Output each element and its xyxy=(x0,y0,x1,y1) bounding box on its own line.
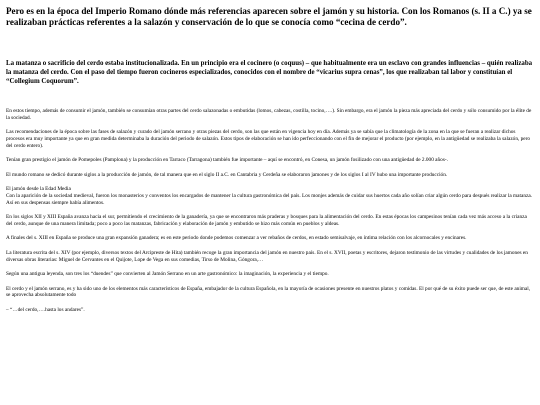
article-heading: Pero es en la época del Imperio Romano dónde más referencias aparecen sobre el jamón y su historia. Con los Romanos (s. II a C.) ya se realizaban prácticas referentes a la salazón y conservación de lo que se conocía como “cecina de cerdo”. xyxy=(6,6,532,28)
paragraph-legend: Según una antigua leyenda, son tres los “duendes” que convierten al Jamón Serrano en un arte gastronómico: la imaginación, la experiencia y el tiempo. xyxy=(6,271,329,278)
paragraph-recommendations: Las recomendaciones de la época sobre las fases de salazón y curado del jamón serrano y otras piezas del cerdo, son las que están en vigencia hoy en día. Además ya se sabía que la climatología de la zona en la que se fueran a realizar dichos procesos era muy importante ya que en gran medida determinaba la duración del periodo de salazón. Estos tipos de elaboración se han ido perfeccionando con el fin de mejorar el producto (por ejemplo, en la antigüedad se realizaba la salazón, pero del cerdo entero). xyxy=(6,129,531,149)
paragraph-expansion: A finales del s. XIII en España se produce una gran expansión ganadera; es en este periodo donde podemos comenzar a ver rebaños de cerdos, en estado semisalvaje, en íntima relación con los alcornocales y encinares. xyxy=(6,235,467,242)
paragraph-prestige: Tenían gran prestigio el jamón de Pomepoles (Pamplona) y la producción en Tarraco (Tarragona) también fue importante – aquí se encontró, en Conesa, un jamón fosilizado con una antigüedad de 2.000 años-. xyxy=(6,157,448,164)
intro-paragraph: La matanza o sacrificio del cerdo estaba institucionalizada. En un principio era el cocinero (o coquus) – que habitualmente era un esclavo con grandes influencias – quién realizaba la matanza del cerdo. Con el paso del tiempo fueron cocineros especializados, conocidos con el nombre de “vicarius supra cenas”, los que realizaban tal labor y constituían el “Collegium Coquorum”. xyxy=(6,60,533,85)
medieval-subheading: El jamón desde la Edad Media xyxy=(6,186,71,193)
paragraph-roman-production: El mundo romano se dedicó durante siglos a la producción de jamón, de tal manera que en el siglo II a.C. en Cantabria y Cerdeña se elaboraron jamones y de los siglos I al IV hubo una importante producción. xyxy=(6,171,448,178)
paragraph-medieval: Con la aparición de la sociedad medieval, fueron los monasterios y conventos los encargados de mantener la cultura gastronómica del país. Los monjes además de cuidar sus huertos cada año solían criar algún cerdo para después realizar la matanza. Así en sus despensas siempre había alimentos. xyxy=(6,192,533,206)
paragraph-consumption: En estos tiempo, además de consumir el jamón, también se consumían otras partes del cerdo salazonadas o embutidas (lomos, cabezas, costilla, tocino,….). Sin embargo, era el jamón la pieza más apreciada del cerdo y sólo consumido por la élite de la sociedad. xyxy=(6,108,532,121)
paragraph-closing: El cerdo y el jamón serrano, es y ha sido uno de los elementos más característicos de España, embajador de la cultura Española, en la mayoría de ocasiones presente en nuestros platos y comidas. El por qué de su éxito puede ser que, de este animal, se aprovecha absolutamente todo xyxy=(6,285,531,299)
closing-quote: – “…del cerdo,….hasta los andares”. xyxy=(6,306,85,313)
paragraph-centuries: En los siglos XII y XIII España avanza hacia el sur, permitiendo el crecimiento de la ganadería, ya que se encontraron más praderas y bosques para la alimentación del cerdo. En estas épocas los campesinos tenían cada vez más acceso a la crianza del cerdo, aunque de una manera limitada; poco a poco las matanzas, fabricación y elaboración de jamón y embutido se hizo más común en pueblos y aldeas. xyxy=(6,214,527,227)
paragraph-literature: La literatura escrita del s. XIV (por ejemplo, diversos textos del Arcipreste de Hita) también recoge la gran importancia del jamón en nuestro país. En el s. XVII, poetas y escritores, dejaron testimonio de las virtudes y cualidades de los jamones en diversas obras literarias: Miguel de Cervantes en el Quijote, Lope de Vega en sus comedias, Tirso de Molina, Góngora,… xyxy=(6,249,528,263)
